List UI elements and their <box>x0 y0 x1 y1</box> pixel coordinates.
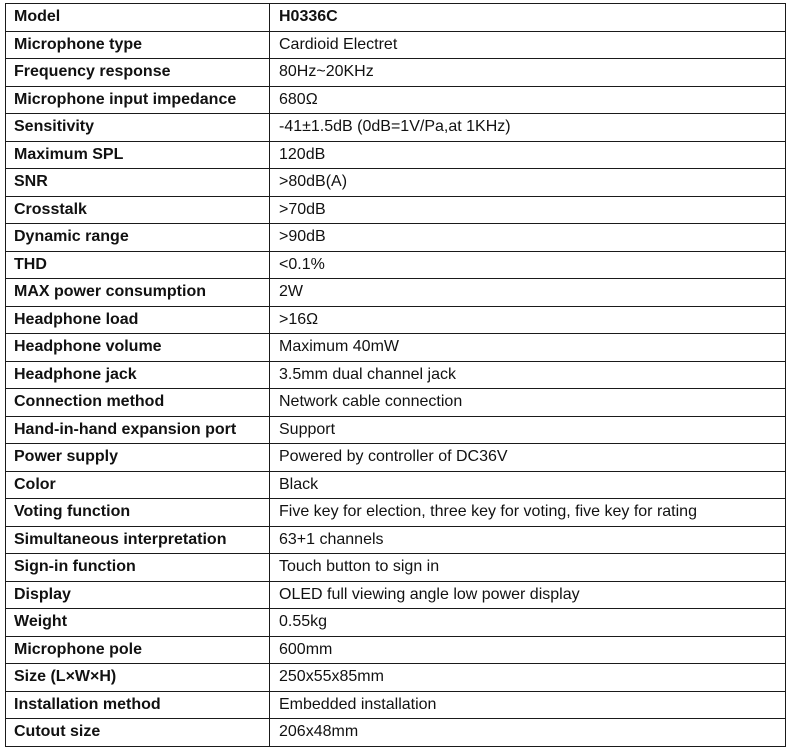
spec-label-cell: Installation method <box>6 691 270 719</box>
spec-value-cell: Five key for election, three key for voting, five key for rating <box>270 499 786 527</box>
table-row <box>6 499 786 527</box>
table-row <box>6 31 786 59</box>
table-row <box>6 609 786 637</box>
table-row <box>6 471 786 499</box>
table-row <box>6 444 786 472</box>
spec-value-cell: Support <box>270 416 786 444</box>
spec-value-cell: >90dB <box>270 224 786 252</box>
spec-label-cell: Connection method <box>6 389 270 417</box>
spec-label-cell: Microphone pole <box>6 636 270 664</box>
spec-label-cell: Power supply <box>6 444 270 472</box>
spec-label-cell: Display <box>6 581 270 609</box>
spec-value-cell: Maximum 40mW <box>270 334 786 362</box>
spec-value-cell: 80Hz~20KHz <box>270 59 786 87</box>
spec-label-cell: Headphone volume <box>6 334 270 362</box>
spec-label-cell: Weight <box>6 609 270 637</box>
spec-value-cell: 3.5mm dual channel jack <box>270 361 786 389</box>
spec-label-cell: Simultaneous interpretation <box>6 526 270 554</box>
spec-value-cell: 600mm <box>270 636 786 664</box>
table-row <box>6 581 786 609</box>
spec-value-cell: Network cable connection <box>270 389 786 417</box>
table-row <box>6 334 786 362</box>
table-row <box>6 59 786 87</box>
spec-value-cell: Cardioid Electret <box>270 31 786 59</box>
spec-label-cell: Sensitivity <box>6 114 270 142</box>
spec-label-cell: Sign-in function <box>6 554 270 582</box>
spec-table-body <box>6 4 786 747</box>
spec-label-cell: Hand-in-hand expansion port <box>6 416 270 444</box>
spec-label-cell: SNR <box>6 169 270 197</box>
spec-value-cell: Embedded installation <box>270 691 786 719</box>
spec-label-cell: Microphone type <box>6 31 270 59</box>
spec-value-cell: -41±1.5dB (0dB=1V/Pa,at 1KHz) <box>270 114 786 142</box>
spec-value-cell: 2W <box>270 279 786 307</box>
spec-label-cell: Microphone input impedance <box>6 86 270 114</box>
spec-label-cell: Frequency response <box>6 59 270 87</box>
table-row <box>6 719 786 747</box>
spec-value-cell: 63+1 channels <box>270 526 786 554</box>
spec-value-cell: 206x48mm <box>270 719 786 747</box>
table-header-row <box>6 4 786 32</box>
spec-label-cell: Headphone jack <box>6 361 270 389</box>
spec-value-cell: OLED full viewing angle low power display <box>270 581 786 609</box>
table-row <box>6 664 786 692</box>
table-row <box>6 196 786 224</box>
spec-label-cell: MAX power consumption <box>6 279 270 307</box>
spec-value-cell: <0.1% <box>270 251 786 279</box>
table-row <box>6 526 786 554</box>
spec-label-cell: Headphone load <box>6 306 270 334</box>
table-row <box>6 416 786 444</box>
spec-table <box>5 3 786 747</box>
spec-label-cell: Color <box>6 471 270 499</box>
table-row <box>6 114 786 142</box>
table-row <box>6 306 786 334</box>
table-row <box>6 224 786 252</box>
table-row <box>6 554 786 582</box>
spec-label-cell: Crosstalk <box>6 196 270 224</box>
table-row <box>6 141 786 169</box>
table-row <box>6 361 786 389</box>
table-row <box>6 389 786 417</box>
spec-value-cell: Black <box>270 471 786 499</box>
table-row <box>6 251 786 279</box>
spec-label-cell: Dynamic range <box>6 224 270 252</box>
header-label-cell: Model <box>6 4 270 32</box>
spec-label-cell: Maximum SPL <box>6 141 270 169</box>
table-row <box>6 169 786 197</box>
spec-label-cell: Size (L×W×H) <box>6 664 270 692</box>
spec-value-cell: 680Ω <box>270 86 786 114</box>
spec-label-cell: THD <box>6 251 270 279</box>
spec-value-cell: >80dB(A) <box>270 169 786 197</box>
spec-label-cell: Voting function <box>6 499 270 527</box>
spec-value-cell: Powered by controller of DC36V <box>270 444 786 472</box>
spec-value-cell: >16Ω <box>270 306 786 334</box>
table-row <box>6 636 786 664</box>
spec-value-cell: 120dB <box>270 141 786 169</box>
header-value-cell: H0336C <box>270 4 786 32</box>
spec-value-cell: Touch button to sign in <box>270 554 786 582</box>
table-row <box>6 691 786 719</box>
table-row <box>6 86 786 114</box>
spec-value-cell: 0.55kg <box>270 609 786 637</box>
table-row <box>6 279 786 307</box>
spec-value-cell: >70dB <box>270 196 786 224</box>
spec-label-cell: Cutout size <box>6 719 270 747</box>
spec-value-cell: 250x55x85mm <box>270 664 786 692</box>
